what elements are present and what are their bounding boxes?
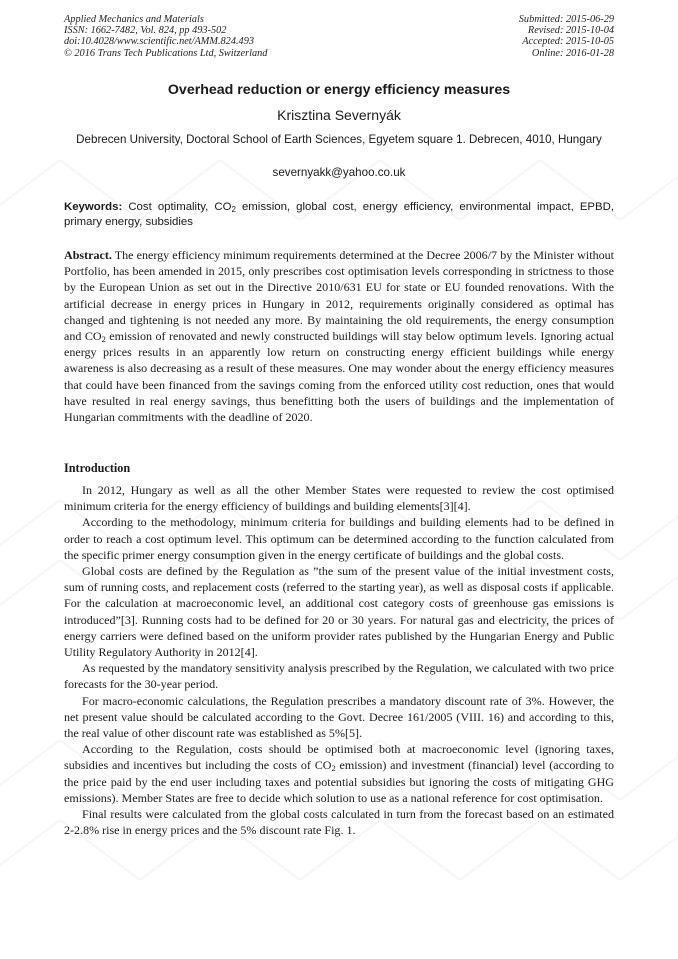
intro-paragraph-1: In 2012, Hungary as well as all the other Member States were requested to review the cost optimised minimum criteria for the energy efficiency of buildings and building elements[3][4]. [64, 483, 614, 514]
keywords [64, 200, 614, 231]
keywords-label: Keywords: [64, 201, 123, 213]
date-accepted: Accepted: 2015-10-05 [522, 36, 614, 48]
abstract-label: Abstract. [64, 248, 112, 262]
journal-info [64, 14, 267, 59]
author-email[interactable]: severnyakk@yahoo.co.uk [272, 166, 406, 179]
intro-p6-text-b: emission) and investment (financial) level (according to the price paid by the end user including taxes and potential subsidies but ignoring the costs of mitigating GHG emissions). Member States are free to decide which solution to use as a national reference for cost optimisation. [64, 758, 614, 805]
abstract [64, 247, 614, 425]
intro-p6-sub: 2 [331, 763, 336, 774]
intro-paragraph-3: Global costs are defined by the Regulation as ”the sum of the present value of the initial investment costs, sum of running costs, and replacement costs (referred to the starting year), as well as disposal costs if applicable. For the calculation at macroeconomic level, an additional cost category costs of greenhouse gas emissions is introduced”[3]. Running costs had to be defined for 20 or 30 years. For natural gas and electricity, the prices of energy carriers were defined based on the uniform provider rates published by the Hungarian Energy and Public Utility Regulatory Authority in 2012[4]. [64, 564, 614, 660]
section-heading-introduction: Introduction [64, 461, 131, 475]
intro-paragraph-7: Final results were calculated from the global costs calculated in turn from the forecast based on an estimated 2-2.8% rise in energy prices and the 5% discount rate Fig. 1. [64, 807, 614, 838]
intro-paragraph-5: For macro-economic calculations, the Regulation prescribes a mandatory discount rate of 3%. However, the net present value should be calculated according to the Govt. Decree 161/2005 (VIII. 16) and according to this, the real value of other discount rate was established as 5%[5]. [64, 693, 614, 741]
journal-doi: doi:10.4028/www.scientific.net/AMM.824.493 [64, 36, 254, 48]
paper-title: Overhead reduction or energy efficiency measures [167, 82, 511, 98]
keywords-text-a: Cost optimality, CO [128, 201, 232, 213]
intro-p6-text-a: According to the Regulation, costs should be optimised both at macroeconomic level (ignoring taxes, subsidies and incentives but including the costs of CO [64, 742, 614, 773]
journal-issn: ISSN: 1662-7482, Vol. 824, pp 493-502 [64, 25, 227, 37]
keywords-sub: 2 [231, 204, 236, 214]
date-online: Online: 2016-01-28 [531, 47, 614, 59]
abstract-text-a: The energy efficiency minimum requirements determined at the Decree 2006/7 by the Minister without Portfolio, has been amended in 2015, only prescribes cost optimisation levels corresponding in strictness to those by the European Union as set out in the Directive 2010/631 EU for state or EU founded renovations. With the artificial decrease in energy prices in Hungary in 2012, requirements originally considered as optimal has changed and tightening is not needed any more. By maintaining the old requirements, the energy consumption and CO [64, 248, 614, 344]
abstract-text-b: emission of renovated and newly constructed buildings will stay below optimum levels. Ignoring actual energy prices results in an apparently low return on constructing energy efficient buildings while energy awareness is also decreasing as a result of these measures. One may wonder about the energy efficiency measures that could have been financed from the savings coming from the enforced utility cost reduction, ones that would have resulted in real energy savings, thus benefitting both the users of buildings and the implementation of Hungarian commitments with the deadline of 2020. [64, 329, 615, 425]
date-revised: Revised: 2015-10-04 [527, 25, 614, 37]
author-name: Krisztina Severnyák [277, 107, 401, 123]
journal-name: Applied Mechanics and Materials [64, 14, 204, 25]
submission-dates [519, 14, 614, 59]
abstract-sub: 2 [101, 334, 106, 345]
author-affiliation: Debrecen University, Doctoral School of Earth Sciences, Egyetem square 1. Debrecen, 4010, Hungary [76, 133, 602, 146]
introduction-body [64, 482, 614, 838]
intro-paragraph-6 [64, 741, 614, 806]
intro-paragraph-2: According to the methodology, minimum criteria for buildings and building elements had to be defined in order to reach a cost optimum level. This optimum can be determined according to the function calculated from the specific primer energy consumption given in the energy certificate of buildings and the global costs. [64, 515, 614, 562]
intro-paragraph-4: As requested by the mandatory sensitivity analysis prescribed by the Regulation, we calculated with two price forecasts for the 30-year period. [64, 661, 614, 692]
journal-copyright: © 2016 Trans Tech Publications Ltd, Switzerland [64, 47, 268, 59]
keywords-text-b: emission, global cost, energy efficiency, environmental impact, EPBD, primary energy, subsidies [64, 201, 614, 229]
date-submitted: Submitted: 2015-06-29 [518, 14, 614, 25]
